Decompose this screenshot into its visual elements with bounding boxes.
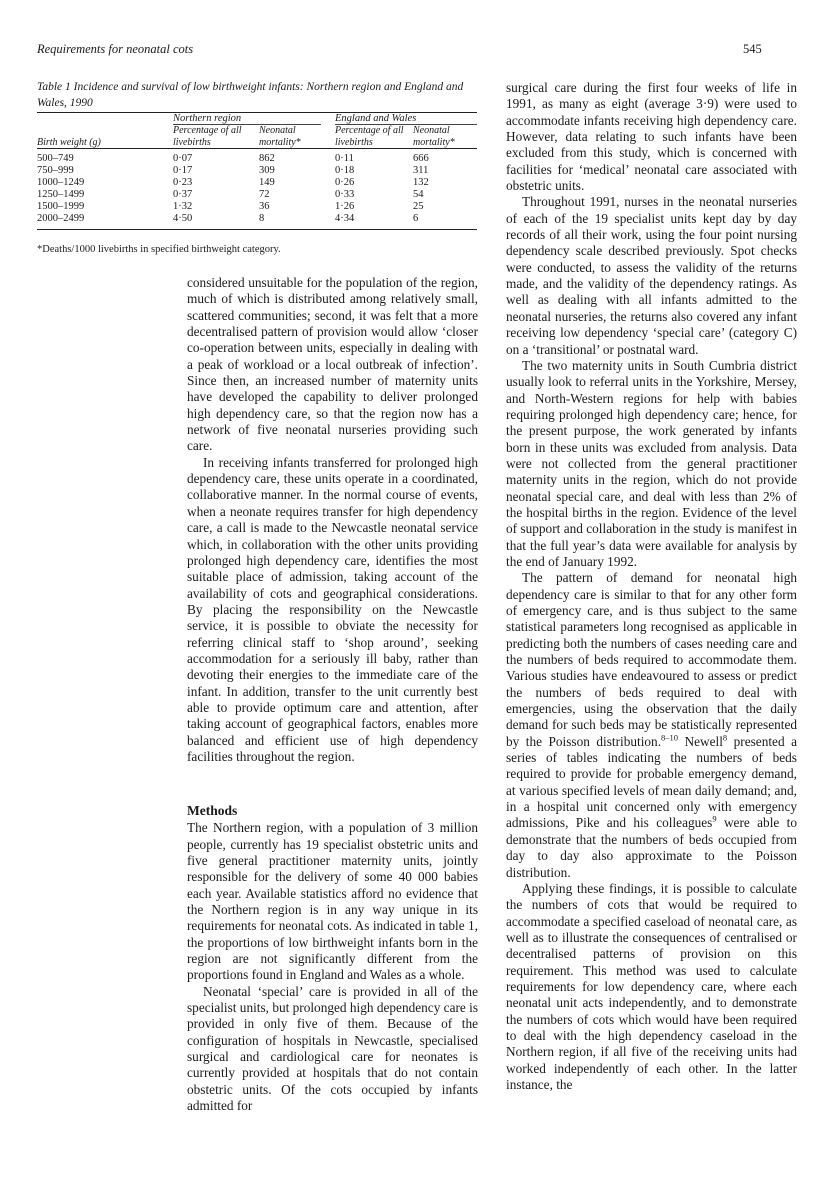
table-cell: 309 — [259, 165, 275, 176]
text-span: The pattern of demand for neonatal high dependency care is similar to that for any other form of emergency care, and is thus subject to the same statistical parameters long recognised as applicable in predicting both the numbers of cases needing care and the numbers of beds required to accommodate them. Various studies have endeavoured to assess or predict the numbers of beds required to deal with emergencies, using the observation that the daily demand for such beds may be statistically represented by the Poisson distribution. — [506, 570, 797, 749]
text-span: were able to demonstrate that the numbers of beds occupied from day to day also approximate to the Poisson distribution. — [506, 815, 797, 880]
group-header-northern: Northern region — [173, 113, 321, 125]
table-cell: 1000–1249 — [37, 177, 85, 188]
paragraph: considered unsuitable for the population of the region, much of which is distributed among relatively small, scattered communities; second, it was felt that a more decentralised pattern of provision would allow ‘closer co-operation between units, especially in dealing with a peak of workload or a local outbreak of infection’. Since then, an increased number of maternity units have developed the capability to deliver prolonged high dependency care, so that the region now has a network of five neonatal nurseries providing such care. — [187, 275, 478, 454]
section-heading: Methods — [187, 803, 238, 819]
table-cell: 0·23 — [173, 177, 193, 188]
table-cell: 862 — [259, 153, 275, 164]
paragraph: The two maternity units in South Cumbria district usually look to referral units in the Yorkshire, Mersey, and North-Western regions for help with babies requiring prolonged high dependency care; hence, for the present purpose, the work generated by infants born in these units was excluded from analysis. Data were not collected from the general practitioner maternity units in the region, which do not provide neonatal special care, and deal with less than 2% of the hospital births in the region. Evidence of the level of support and collaboration in the study is manifest in that the full year’s data were available for analysis by the end of January 1992. — [506, 357, 797, 569]
reference-superscript: 8–10 — [661, 732, 679, 743]
table-cell: 72 — [259, 189, 270, 200]
table-row — [37, 177, 477, 189]
table-cell: 0·37 — [173, 189, 193, 200]
reference-superscript: 8 — [722, 732, 728, 743]
table-cell: 8 — [259, 213, 321, 230]
paragraph: Applying these findings, it is possible to calculate the numbers of cots that would be required to accommodate a specified caseload of neonatal care, as well as to illustrate the consequences of centralised or decentralised patterns of provision on this requirement. This method was used to calculate requirements for low dependency care, where each neonatal unit acts independently, and to demonstrate the numbers of cots which would have been required to deal with the high dependency caseload in the Northern region, if all five of the receiving units had worked independently of each other. In the latter instance, the — [506, 880, 797, 1092]
column-header: Percentage of all livebirths — [173, 125, 259, 149]
table-cell: 0·17 — [173, 165, 193, 176]
paragraph — [506, 570, 797, 881]
table-cell: 36 — [259, 201, 270, 212]
table-row — [37, 201, 477, 213]
paragraph: Neonatal ‘special’ care is provided in all of the specialist units, but prolonged high dependency care is provided in only five of them. Because of the configuration of hospitals in Newcastle, specialised surgical and cardiological care for neonates is currently provided at hospitals that do not contain obstetric units. Of the cots occupied by infants admitted for — [187, 983, 478, 1114]
running-head: Requirements for neonatal cots — [37, 42, 194, 56]
table-cell: 0·07 — [173, 153, 193, 164]
column-header: Birth weight (g) — [37, 125, 173, 149]
table-cell: 149 — [259, 177, 275, 188]
table-cell: 132 — [413, 177, 429, 188]
table-cell: 311 — [413, 165, 429, 176]
table-row — [37, 149, 477, 166]
left-column — [187, 275, 478, 1115]
table-cell: 6 — [413, 213, 477, 230]
paragraph: Throughout 1991, nurses in the neonatal nurseries of each of the 19 specialist units kept day by day records of all their work, using the four point nursing dependency scale described previously. Spot checks were conducted, to assess the validity of the returns made, and the validity of the dependency ratings. As well as dealing with all infants admitted to the neonatal nurseries, the returns also covered any infant receiving low dependency ‘special care’ (category C) on a ‘transitional’ or postnatal ward. — [506, 194, 797, 357]
table-cell: 0·11 — [335, 153, 354, 164]
right-column — [506, 80, 797, 1093]
page-number: 545 — [743, 42, 762, 56]
table-caption: Table 1 Incidence and survival of low birthweight infants: Northern region and England and Wales, 1990 — [37, 81, 464, 109]
column-header: Neonatal mortality* — [259, 125, 321, 149]
table-cell: 1500–1999 — [37, 201, 85, 212]
table-cell: 1·26 — [335, 201, 355, 212]
paragraph: The Northern region, with a population of 3 million people, currently has 19 specialist obstetric units and five general practitioner maternity units, jointly responsible for the delivery of some 40 000 babies each year. Available statistics afford no evidence that the Northern region is in any way unique in its requirements for neonatal cots. As indicated in table 1, the proportions of low birthweight infants born in the region are not significantly different from the proportions found in England and Wales as a whole. — [187, 820, 478, 983]
table-footnote: *Deaths/1000 livebirths in specified birthweight category. — [37, 244, 281, 255]
table-1 — [37, 112, 477, 230]
column-header: Percentage of all livebirths — [335, 125, 413, 149]
column-header: Neonatal mortality* — [413, 125, 477, 149]
table-cell: 750–999 — [37, 165, 74, 176]
table-cell: 1250–1499 — [37, 189, 85, 200]
table-cell: 25 — [413, 201, 424, 212]
table-cell: 2000–2499 — [37, 213, 173, 230]
table-cell: 500–749 — [37, 153, 74, 164]
group-header-england: England and Wales — [335, 113, 477, 125]
table-row — [37, 189, 477, 201]
table-cell: 0·18 — [335, 165, 355, 176]
reference-superscript: 9 — [712, 814, 717, 825]
table-cell: 4·34 — [335, 213, 413, 230]
table-cell: 54 — [413, 189, 424, 200]
table-cell: 4·50 — [173, 213, 259, 230]
table-cell: 0·26 — [335, 177, 355, 188]
paragraph: surgical care during the first four weeks of life in 1991, as many as eight (average 3·9) were used to accommodate infants receiving high dependency care. However, data relating to such infants have been excluded from this study, which is concerned with facilities for ‘medical’ neonatal care associated with obstetric units. — [506, 80, 797, 194]
text-span: presented a series of tables indicating the numbers of beds required to provide for probable emergency demand, at various specified levels of mean daily demand; and, in a hospital unit concerned only with emergency admissions, Pike and his colleagues — [506, 733, 797, 831]
table-row — [37, 165, 477, 177]
text-span: Newell — [678, 733, 723, 749]
table-cell: 666 — [413, 153, 429, 164]
table-cell: 1·32 — [173, 201, 193, 212]
table-row — [37, 213, 477, 230]
paragraph: In receiving infants transferred for prolonged high dependency care, these units operate in a coordinated, collaborative manner. In the normal course of events, when a neonate requires transfer for high dependency care, a call is made to the Newcastle neonatal service which, in collaboration with the other units providing prolonged high dependency care, identifies the most suitable place of admission, taking account of the availability of cots and geographical considerations. By placing the responsibility on the Newcastle service, it is possible to obviate the necessity for referring clinical staff to ‘shop around’, seeking accommodation for a seriously ill baby, rather than devoting their energies to the immediate care of the infant. In addition, transfer to the unit currently best able to provide optimum care and attention, after taking account of geographical factors, enables more balanced and efficient use of high dependency facilities throughout the region. — [187, 454, 478, 764]
table-cell: 0·33 — [335, 189, 355, 200]
